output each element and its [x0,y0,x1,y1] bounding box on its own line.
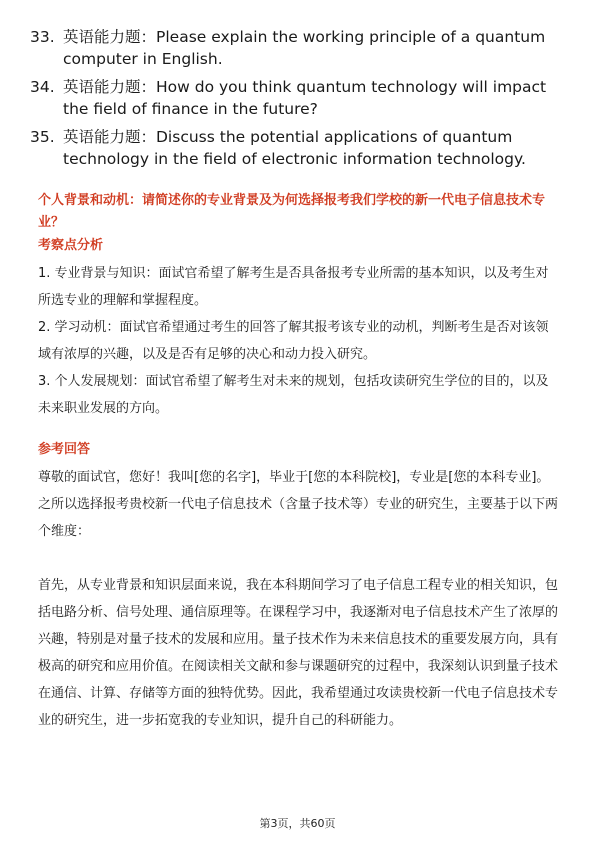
analysis-item: 1. 专业背景与知识：面试官希望了解考生是否具备报考专业所需的基本知识，以及考生对所选专业的理解和掌握程度。 [38,266,549,308]
question-text: 英语能力题：Discuss the potential applications of quantum technology in the field of electronic information technology. [63,128,526,168]
page-footer: 第3页，共60页 [259,817,336,830]
question-item [30,126,570,170]
question-number: 35. [30,128,55,146]
question-number: 34. [30,78,55,96]
question-list [30,26,570,176]
question-item [30,76,570,120]
personal-question-heading: 个人背景和动机：请简述你的专业背景及为何选择报考我们学校的新一代电子信息技术专业？ [38,193,546,230]
analysis-item: 3. 个人发展规划：面试官希望了解考生对未来的规划，包括攻读研究生学位的目的，以及未来职业发展的方向。 [38,374,549,416]
question-text: 英语能力题：How do you think quantum technology will impact the field of finance in the future? [63,78,547,118]
analysis-item: 2. 学习动机：面试官希望通过考生的回答了解其报考该专业的动机，判断考生是否对该领域有浓厚的兴趣，以及是否有足够的决心和动力投入研究。 [38,320,549,362]
answer-section [38,440,560,734]
analysis-section [38,236,560,422]
answer-heading: 参考回答 [38,442,91,457]
answer-paragraph: 尊敬的面试官，您好！我叫[您的名字]，毕业于[您的本科院校]，专业是[您的本科专业]。之所以选择报考贵校新一代电子信息技术（含量子技术等）专业的研究生，主要基于以下两个维度： [38,470,559,539]
analysis-heading: 考察点分析 [38,238,104,253]
answer-paragraph: 首先，从专业背景和知识层面来说，我在本科期间学习了电子信息工程专业的相关知识，包括电路分析、信号处理、通信原理等。在课程学习中，我逐渐对电子信息技术产生了浓厚的兴趣，特别是对量子技术的发展和应用。量子技术作为未来信息技术的重要发展方向，具有极高的研究和应用价值。在阅读相关文献和参与课题研究的过程中，我深刻认识到量子技术在通信、计算、存储等方面的独特优势。因此，我希望通过攻读贵校新一代电子信息技术专业的研究生，进一步拓宽我的专业知识，提升自己的科研能力。 [38,578,559,728]
personal-question-section [38,190,560,234]
question-number: 33. [30,28,55,46]
question-item [30,26,570,70]
question-text: 英语能力题：Please explain the working principle of a quantum computer in English. [63,28,546,68]
